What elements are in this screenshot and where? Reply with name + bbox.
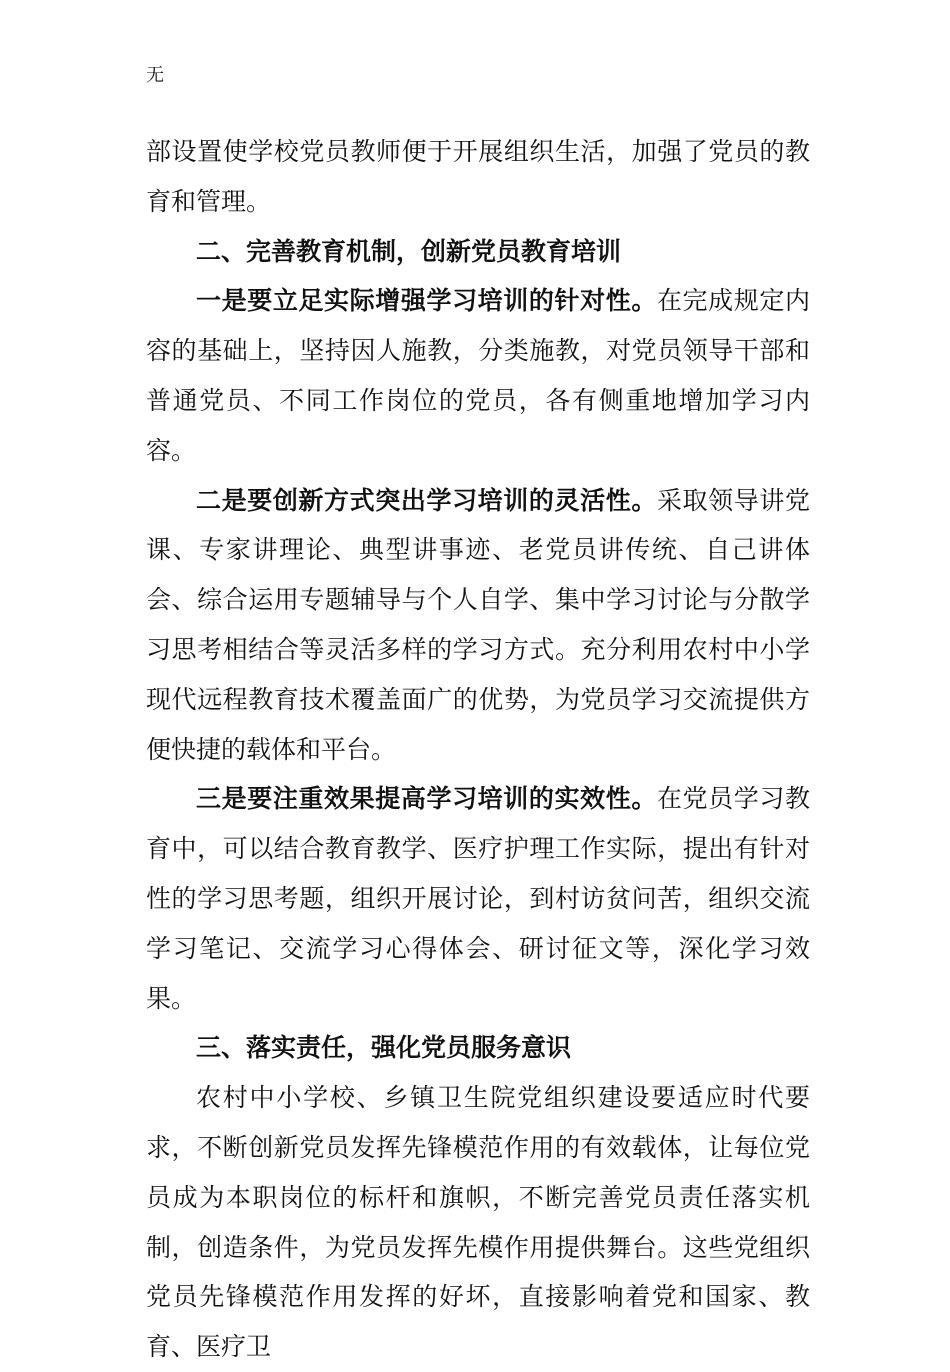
point-3-body: 在党员学习教育中，可以结合教育教学、医疗护理工作实际，提出有针对性的学习思考题，组织开展讨论，到村访贫问苦，组织交流学习笔记、交流学习心得体会、研讨征文等，深化学习效果。 (146, 784, 810, 1013)
paragraph-continuation: 部设置使学校党员教师便于开展组织生活，加强了党员的教育和管理。 (146, 137, 810, 216)
point-3-lead: 三是要注重效果提高学习培训的实效性。 (196, 784, 657, 814)
paragraph-point-2 (146, 476, 810, 775)
paragraph-responsibility: 农村中小学校、乡镇卫生院党组织建设要适应时代要求，不断创新党员发挥先锋模范作用的有效载体，让每位党员成为本职岗位的标杆和旗帜，不断完善党员责任落实机制，创造条件，为党员发挥先模作用提供舞台。这些党组织党员先锋模范作用发挥的好坏，直接影响着党和国家、教育、医疗卫 (146, 1083, 810, 1362)
paragraph-point-1 (146, 276, 810, 475)
point-1-body: 在完成规定内容的基础上，坚持因人施教，分类施教，对党员领导干部和普通党员、不同工作岗位的党员，各有侧重地增加学习内容。 (146, 286, 810, 465)
page-header: 无 (146, 65, 164, 86)
paragraph-point-3 (146, 774, 810, 1023)
point-2-body: 采取领导讲党课、专家讲理论、典型讲事迹、老党员讲传统、自己讲体会、综合运用专题辅导与个人自学、集中学习讨论与分散学习思考相结合等灵活多样的学习方式。充分利用农村中小学现代远程教育技术覆盖面广的优势，为党员学习交流提供方便快捷的载体和平台。 (146, 485, 810, 764)
section-heading-3: 三、落实责任，强化党员服务意识 (196, 1033, 572, 1063)
point-2-lead: 二是要创新方式突出学习培训的灵活性。 (196, 485, 657, 515)
section-heading-2: 二、完善教育机制，创新党员教育培训 (196, 236, 622, 266)
document-body (146, 127, 810, 1372)
point-1-lead: 一是要立足实际增强学习培训的针对性。 (196, 286, 657, 316)
